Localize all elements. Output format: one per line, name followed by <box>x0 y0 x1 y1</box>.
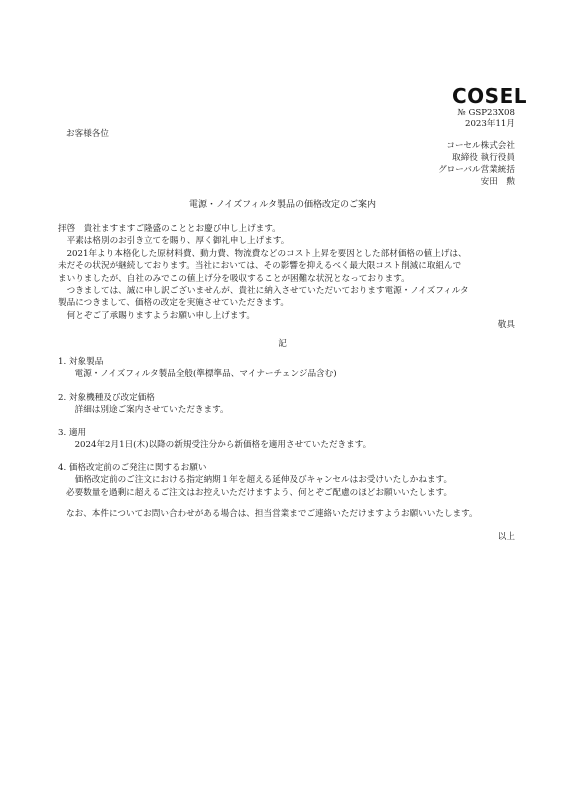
section-3 <box>58 427 371 452</box>
section-line: 必要数量を過剰に超えるご注文はお控えいただけますよう、何とぞご配慮のほどお願いいたします。 <box>66 487 453 498</box>
closing-keigu: 敬具 <box>497 320 515 330</box>
sender-company: コーセル株式会社 <box>446 141 515 151</box>
section-2 <box>58 392 229 417</box>
body-line: まいりましたが、自社のみでこの値上げ分を吸収することが困難な状況となっております。 <box>58 273 410 284</box>
body-line: つきましては、誠に申し訳ございませんが、貴社に納入させていただいております電源・ノイズフィルタ <box>58 286 469 297</box>
footer-note: なお、本件についてお問い合わせがある場合は、担当営業までご連絡いただけますようお願いいたします。 <box>66 509 478 519</box>
document-date: 2023年11月 <box>465 119 515 129</box>
section-4 <box>58 462 452 499</box>
body-line: 未だその状況が継続しております。当社においては、その影響を抑えるべく最大限コスト削減に取組んで <box>58 261 462 272</box>
section-line: 電源・ノイズフィルタ製品全般(準標準品、マイナーチェンジ品含む) <box>66 369 337 380</box>
sender-name: 安田 勲 <box>480 177 515 187</box>
body-line: 拝啓 貴社ますますご隆盛のこととお慶び申し上げます。 <box>58 224 281 234</box>
section-heading: 2. 対象機種及び改定価格 <box>58 393 155 403</box>
body-line: 2021年より本格化した原材料費、動力費、物流費などのコスト上昇を要因とした部材価格の値上げは、 <box>58 248 467 259</box>
body-text <box>58 223 518 322</box>
cosel-logo: COSEL <box>452 84 527 108</box>
recipient: お客様各位 <box>66 129 109 139</box>
document-number: № GSP23X08 <box>457 108 515 118</box>
section-line: 詳細は別途ご案内させていただきます。 <box>66 405 229 416</box>
section-line: 価格改定前のご注文における指定納期１年を超える延伸及びキャンセルはお受けいたしかねます。 <box>66 475 453 486</box>
document-title: 電源・ノイズフィルタ製品の価格改定のご案内 <box>188 200 377 210</box>
ki-heading: 記 <box>278 339 287 349</box>
section-heading: 4. 価格改定前のご発注に関するお願い <box>58 463 207 473</box>
section-heading: 1. 対象製品 <box>58 357 104 367</box>
section-heading: 3. 適用 <box>58 428 87 438</box>
section-1 <box>58 356 337 381</box>
section-line: 2024年2月1日(木)以降の新規受注分から新価格を適用させていただきます。 <box>66 440 372 451</box>
sender-position: 取締役 執行役員 <box>452 153 515 163</box>
sender-department: グローバル営業統括 <box>438 165 515 175</box>
body-line: 製品につきまして、価格の改定を実施させていただきます。 <box>58 298 290 309</box>
closing-ijou: 以上 <box>497 532 515 542</box>
body-line: 何とぞご了承賜りますようお願い申し上げます。 <box>58 310 255 321</box>
body-line: 平素は格別のお引き立てを賜り、厚く御礼申し上げます。 <box>58 236 290 247</box>
